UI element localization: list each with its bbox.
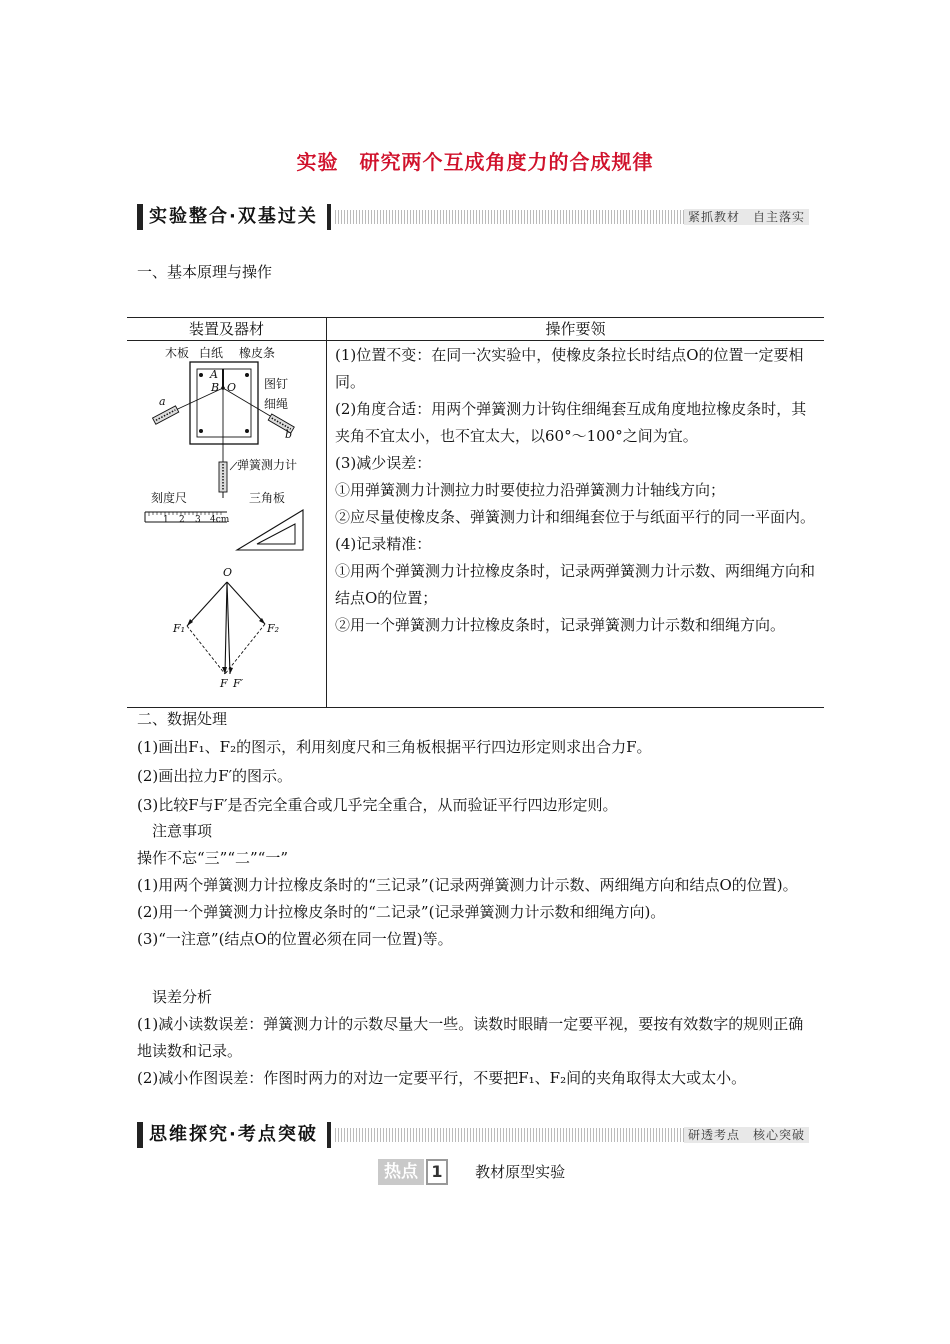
op-line: ①用弹簧测力计测拉力时要使拉力沿弹簧测力计轴线方向； bbox=[335, 481, 726, 499]
pin-icon bbox=[199, 373, 203, 377]
label-F: F bbox=[220, 677, 228, 690]
label-meter: 弹簧测力计 bbox=[237, 458, 298, 472]
label-board: 木板 bbox=[165, 346, 190, 360]
banner-bar bbox=[137, 204, 143, 230]
label-Fp: F′ bbox=[233, 677, 244, 690]
error-line: (2)减小作图误差：作图时两力的对边一定要平行，不要把F₁、F₂间的夹角取得太大或太小。 bbox=[137, 1069, 747, 1087]
label-rope: 细绳 bbox=[264, 397, 289, 411]
hotspot-label bbox=[378, 1159, 565, 1185]
label-F1: F₁ bbox=[173, 622, 186, 635]
section-banner-2 bbox=[137, 1122, 809, 1148]
ruler-tick-3: 3 bbox=[195, 515, 201, 525]
data-line: (1)画出F₁、F₂的图示，利用刻度尺和三角板根据平行四边形定则求出合力F。 bbox=[137, 738, 652, 756]
pin-icon bbox=[245, 429, 249, 433]
section-heading: 二、数据处理 bbox=[137, 710, 228, 728]
pin-icon bbox=[199, 429, 203, 433]
operations-text bbox=[335, 342, 820, 639]
table-header-apparatus: 装置及器材 bbox=[188, 320, 264, 338]
banner-bar bbox=[327, 1122, 331, 1148]
op-line: (1)位置不变：在同一次实验中，使橡皮条拉长时结点O的位置一定要相同。 bbox=[335, 346, 804, 391]
ruler-tick-4: 4cm bbox=[210, 515, 230, 525]
label-pin: 图钉 bbox=[264, 377, 289, 391]
op-line: (4)记录精准： bbox=[335, 535, 432, 553]
notes-sub: 操作不忘“三”“二”“一” bbox=[137, 849, 289, 867]
label-ruler: 刻度尺 bbox=[151, 491, 188, 505]
notes-body bbox=[137, 845, 817, 953]
triangle-icon bbox=[237, 510, 303, 550]
page-title: 实验 研究两个互成角度力的合成规律 bbox=[296, 150, 654, 174]
notes-heading: 注意事项 bbox=[152, 822, 213, 840]
label-O2: O bbox=[223, 566, 233, 579]
note-line: (1)用两个弹簧测力计拉橡皮条时的“三记录”(记录两弹簧测力计示数、两细绳方向和结点O的位置)。 bbox=[137, 876, 798, 894]
banner-title: 思维探究·考点突破 bbox=[149, 1124, 318, 1145]
label-a: a bbox=[159, 395, 166, 408]
label-band: 橡皮条 bbox=[239, 346, 276, 360]
error-body bbox=[137, 1011, 817, 1092]
label-O: O bbox=[227, 381, 237, 394]
op-line: ②用一个弹簧测力计拉橡皮条时，记录弹簧测力计示数和细绳方向。 bbox=[335, 616, 786, 634]
data-line: (2)画出拉力F′的图示。 bbox=[137, 767, 293, 785]
banner-tag: 紧抓教材 自主落实 bbox=[684, 209, 809, 225]
error-line: (1)减小读数误差：弹簧测力计的示数尽量大一些。读数时眼睛一定要平视，要按有效数字的规则正确地读数和记录。 bbox=[137, 1015, 804, 1060]
banner-bar bbox=[137, 1122, 143, 1148]
hotspot-number: 1 bbox=[426, 1159, 448, 1185]
op-line: ①用两个弹簧测力计拉橡皮条时，记录两弹簧测力计示数、两细绳方向和结点O的位置； bbox=[335, 562, 816, 607]
spring-scale-a bbox=[153, 406, 179, 424]
label-paper: 白纸 bbox=[199, 346, 224, 360]
data-line: (3)比较F与F′是否完全重合或几乎完全重合，从而验证平行四边形定则。 bbox=[137, 796, 618, 814]
apparatus-figure bbox=[127, 342, 326, 707]
ruler-tick-2: 2 bbox=[179, 515, 185, 525]
op-line: (2)角度合适：用两个弹簧测力计钩住细绳套互成角度地拉橡皮条时，其夹角不宜太小，也不宜太大，以60°～100°之间为宜。 bbox=[335, 400, 807, 445]
pin-icon bbox=[245, 373, 249, 377]
table-header-operations: 操作要领 bbox=[545, 320, 606, 338]
op-line: (3)减少误差： bbox=[335, 454, 432, 472]
section-heading: 一、基本原理与操作 bbox=[137, 263, 273, 281]
label-triangle: 三角板 bbox=[249, 491, 286, 505]
data-processing bbox=[137, 733, 817, 820]
label-b: b bbox=[285, 428, 293, 441]
principle-table bbox=[127, 317, 824, 708]
spring-scale-c bbox=[219, 462, 227, 498]
banner-tag: 研透考点 核心突破 bbox=[684, 1127, 809, 1143]
op-line: ②应尽量使橡皮条、弹簧测力计和细绳套位于与纸面平行的同一平面内。 bbox=[335, 508, 816, 526]
error-heading: 误差分析 bbox=[152, 988, 213, 1006]
ruler-tick-1: 1 bbox=[163, 515, 169, 525]
label-F2: F₂ bbox=[267, 622, 280, 635]
banner-title: 实验整合·双基过关 bbox=[149, 206, 318, 227]
label-A: A bbox=[210, 368, 218, 381]
label-B: B bbox=[211, 381, 220, 394]
hotspot-tag: 热点 bbox=[378, 1159, 424, 1185]
banner-bar bbox=[327, 204, 331, 230]
section-banner-1 bbox=[137, 204, 809, 230]
force-diagram bbox=[187, 582, 265, 674]
hotspot-text: 教材原型实验 bbox=[475, 1163, 566, 1181]
note-line: (3)“一注意”(结点O的位置必须在同一位置)等。 bbox=[137, 930, 453, 948]
note-line: (2)用一个弹簧测力计拉橡皮条时的“二记录”(记录弹簧测力计示数和细绳方向)。 bbox=[137, 903, 666, 921]
